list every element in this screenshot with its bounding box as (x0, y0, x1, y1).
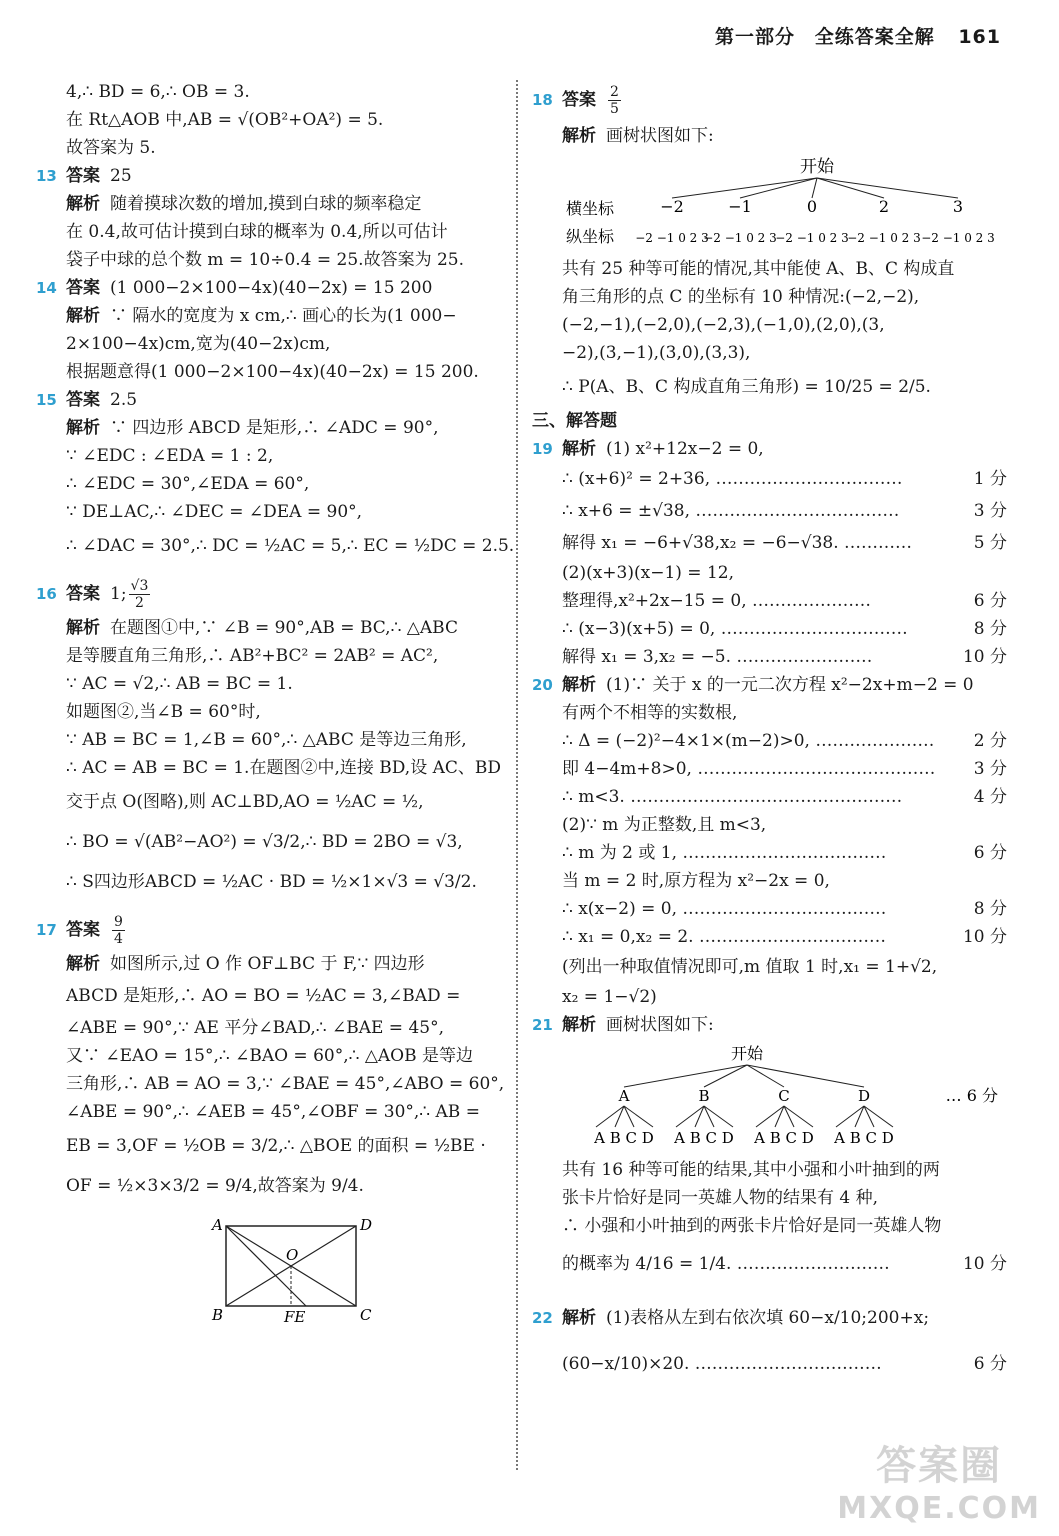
text-line: ∵ ∠EDC : ∠EDA = 1 : 2, (66, 446, 274, 466)
page-number: 161 (958, 26, 1001, 48)
text-line: ∴ m 为 2 或 1, ……………………………… (562, 843, 887, 863)
text-line: 在 0.4,故可估计摸到白球的概率为 0.4,所以可估计 (66, 222, 448, 242)
label-o: O (286, 1246, 299, 1264)
score: 3 分 (973, 759, 1007, 779)
tree-node: 0 (806, 197, 818, 216)
score: 4 分 (973, 787, 1007, 807)
tree-branch (624, 1065, 747, 1087)
tree-leaves: A B C D (834, 1129, 894, 1147)
tree-leaves: −2 −1 0 2 3 (921, 231, 995, 245)
text-line: 2×100−4x)cm,宽为(40−2x)cm, (66, 334, 331, 354)
fraction-denominator: 4 (114, 931, 123, 947)
text-line: ∠ABE = 90°,∴ ∠AEB = 45°,∠OBF = 30°,∴ AB = (66, 1102, 480, 1122)
tree-branch (704, 1065, 747, 1087)
text-line: 有两个不相等的实数根, (562, 703, 738, 723)
analysis-tag: 解析 (562, 1308, 596, 1328)
tree-leaves: A B C D (754, 1129, 814, 1147)
text-line: ∴ (x−3)(x+5) = 0, …………………………… (562, 619, 908, 639)
text-line: ABCD 是矩形,∴ AO = BO = ½AC = 3,∠BAD = (66, 986, 461, 1006)
text-line: (2)∵ m 为正整数,且 m<3, (562, 815, 767, 835)
text-line: (−2,−1),(−2,0),(−2,3),(−1,0),(2,0),(3, (562, 315, 885, 335)
leaf-branches (596, 1106, 893, 1127)
card-tree-diagram (532, 1039, 1002, 1151)
score: 10 分 (962, 1254, 1007, 1274)
label-b: B (212, 1306, 224, 1324)
tree-node: A (618, 1087, 630, 1105)
section-title: 三、解答题 (532, 411, 617, 431)
answer-fraction (129, 578, 151, 611)
text-line: EB = 3,OF = ½OB = 3/2,∴ △BOE 的面积 = ½BE · (66, 1136, 486, 1156)
analysis-tag: 解析 (66, 194, 100, 214)
label-d: D (360, 1216, 373, 1234)
fraction-denominator: 5 (610, 101, 619, 117)
text-line: ∵ 隔水的宽度为 x cm,∴ 画心的长为(1 000− (110, 306, 457, 326)
score: 3 分 (973, 501, 1007, 521)
column-divider (516, 80, 518, 1470)
score: 6 分 (973, 1354, 1007, 1374)
tree-node: 2 (878, 197, 890, 216)
score: 8 分 (973, 619, 1007, 639)
tree-leaves: −2 −1 0 2 3 (847, 231, 921, 245)
watermark (837, 1434, 1041, 1526)
text-line: 的概率为 4/16 = 1/4. ……………………… (562, 1254, 890, 1274)
text-line: (1)∵ 关于 x 的一元二次方程 x²−2x+m−2 = 0 (606, 675, 974, 695)
text-line: 三角形,∴ AB = AO = 3,∵ ∠BAE = 45°,∠ABO = 60°, (66, 1074, 505, 1094)
score: 1 分 (973, 469, 1007, 489)
text-line: 随着摸球次数的增加,摸到白球的频率稳定 (110, 194, 422, 214)
analysis-tag: 解析 (66, 418, 100, 438)
text-line: 解得 x₁ = −6+√38,x₂ = −6−√38. ………… (562, 533, 913, 553)
text-line: ∵ AB = BC = 1,∠B = 60°,∴ △ABC 是等边三角形, (66, 730, 467, 750)
text-line: 4,∴ BD = 6,∴ OB = 3. (66, 82, 250, 102)
question-number: 13 (36, 167, 57, 185)
fraction-numerator: √3 (130, 578, 149, 594)
tree-node: D (857, 1087, 871, 1105)
text-line: ∴ x(x−2) = 0, ……………………………… (562, 899, 887, 919)
analysis-tag: 解析 (562, 1015, 596, 1035)
text-line: ∴ Δ = (−2)²−4×1×(m−2)>0, ………………… (562, 731, 935, 751)
text-line: 如题图②,当∠B = 60°时, (66, 702, 261, 722)
left-column (36, 78, 515, 1331)
text-line: (1) x²+12x−2 = 0, (606, 439, 764, 459)
text-line: ∴ x+6 = ±√38, ……………………………… (562, 501, 900, 521)
question-number: 21 (532, 1016, 553, 1034)
text-line: 共有 16 种等可能的结果,其中小强和小叶抽到的两 (562, 1160, 940, 1180)
text-line: −2),(3,−1),(3,0),(3,3), (562, 343, 751, 363)
text-line: 交于点 O(图略),则 AC⊥BD,AO = ½AC = ½, (66, 792, 424, 812)
text-line: 共有 25 种等可能的情况,其中能使 A、B、C 构成直 (562, 259, 955, 279)
right-column (532, 78, 1007, 1388)
text-line: ∴ BO = √(AB²−AO²) = √3/2,∴ BD = 2BO = √3, (66, 832, 463, 852)
text-line: 解得 x₁ = 3,x₂ = −5. …………………… (562, 647, 873, 667)
text-line: 当 m = 2 时,原方程为 x²−2x = 0, (562, 871, 830, 891)
text-line: (60−x/10)×20. …………………………… (562, 1354, 882, 1374)
header-part: 第一部分 (715, 26, 796, 48)
answer-value: 1; (110, 584, 127, 604)
row-label-y: 纵坐标 (566, 227, 615, 246)
fraction-numerator: 9 (114, 914, 123, 930)
text-line: ∵ 四边形 ABCD 是矩形,∴ ∠ADC = 90°, (110, 418, 439, 438)
text-line: ∴ x₁ = 0,x₂ = 2. …………………………… (562, 927, 886, 947)
tree-node: 3 (952, 197, 964, 216)
tree-leaves: −2 −1 0 2 3 (703, 231, 777, 245)
text-line: 如图所示,过 O 作 OF⊥BC 于 F,∵ 四边形 (110, 954, 425, 974)
label-fe: FE (284, 1308, 306, 1326)
text-line: OF = ½×3×3/2 = 9/4,故答案为 9/4. (66, 1176, 364, 1196)
question-number: 19 (532, 440, 553, 458)
text-line: 根据题意得(1 000−2×100−4x)(40−2x) = 15 200. (66, 362, 479, 382)
tree-root: 开始 (730, 1044, 764, 1063)
analysis-tag: 解析 (66, 954, 100, 974)
text-line: ∵ AC = √2,∴ AB = BC = 1. (66, 674, 293, 694)
question-number: 22 (532, 1309, 553, 1327)
label-c: C (360, 1306, 372, 1324)
fraction-numerator: 2 (610, 84, 619, 100)
answer-tag: 答案 (562, 90, 596, 110)
answer-value: 25 (110, 166, 132, 186)
tree-leaves: −2 −1 0 2 3 (775, 231, 849, 245)
text-line: (列出一种取值情况即可,m 值取 1 时,x₁ = 1+√2, (562, 957, 938, 977)
text-line: ∴ m<3. ………………………………………… (562, 787, 903, 807)
text-line: 整理得,x²+2x−15 = 0, ………………… (562, 591, 872, 611)
text-line: ∠ABE = 90°,∵ AE 平分∠BAD,∴ ∠BAE = 45°, (66, 1018, 444, 1038)
tree-node: B (698, 1087, 710, 1105)
text-line: ∴ P(A、B、C 构成直角三角形) = 10/25 = 2/5. (562, 377, 931, 397)
score: 10 分 (962, 927, 1007, 947)
answer-value: (1 000−2×100−4x)(40−2x) = 15 200 (110, 278, 433, 298)
answer-tag: 答案 (66, 278, 100, 298)
analysis-tag: 解析 (562, 439, 596, 459)
answer-fraction (112, 914, 125, 947)
text-line: 即 4−4m+8>0, …………………………………… (562, 759, 936, 779)
question-number: 18 (532, 91, 553, 109)
analysis-tag: 解析 (562, 675, 596, 695)
text-line: (1)表格从左到右依次填 60−x/10;200+x; (606, 1308, 930, 1328)
rectangle-figure (206, 1216, 406, 1326)
label-a: A (212, 1216, 223, 1234)
tree-branch (740, 178, 817, 198)
text-line: ∵ DE⊥AC,∴ ∠DEC = ∠DEA = 90°, (66, 502, 363, 522)
text-line: 是等腰直角三角形,∴ AB²+BC² = 2AB² = AC², (66, 646, 439, 666)
tree-branch (817, 178, 958, 198)
analysis-tag: 解析 (562, 126, 596, 146)
tree-leaves: A B C D (674, 1129, 734, 1147)
page-header (715, 22, 1001, 49)
answer-tag: 答案 (66, 390, 100, 410)
analysis-tag: 解析 (66, 306, 100, 326)
score: 6 分 (973, 843, 1007, 863)
text-line: 张卡片恰好是同一英雄人物的结果有 4 种, (562, 1188, 879, 1208)
answer-value: 2.5 (110, 390, 138, 410)
score: 8 分 (973, 899, 1007, 919)
tree-branch (817, 178, 884, 198)
text-line: ∴ ∠DAC = 30°,∴ DC = ½AC = 5,∴ EC = ½DC = 2.5. (66, 536, 515, 556)
text-line: 袋子中球的总个数 m = 10÷0.4 = 25.故答案为 25. (66, 250, 465, 270)
header-title: 全练答案全解 (814, 26, 935, 48)
tree-node: C (778, 1087, 790, 1105)
text-line: ∴ (x+6)² = 2+36, …………………………… (562, 469, 903, 489)
tree-leaves: A B C D (594, 1129, 654, 1147)
score: … 6 分 (945, 1086, 998, 1105)
text-line: ∴ 小强和小叶抽到的两张卡片恰好是同一英雄人物 (562, 1216, 942, 1236)
text-line: x₂ = 1−√2) (562, 987, 657, 1007)
text-line: 故答案为 5. (66, 138, 156, 158)
score: 2 分 (973, 731, 1007, 751)
text-line: (2)(x+3)(x−1) = 12, (562, 563, 734, 583)
tree-root: 开始 (800, 157, 834, 177)
score: 6 分 (973, 591, 1007, 611)
segment-ae (226, 1226, 306, 1306)
text-line: 画树状图如下: (606, 1015, 714, 1035)
text-line: 画树状图如下: (606, 126, 714, 146)
row-label-x: 横坐标 (566, 199, 615, 218)
question-number: 14 (36, 279, 57, 297)
question-number: 16 (36, 585, 57, 603)
text-line: 在题图①中,∵ ∠B = 90°,AB = BC,∴ △ABC (110, 618, 458, 638)
text-line: 又∵ ∠EAO = 15°,∴ ∠BAO = 60°,∴ △AOB 是等边 (66, 1046, 474, 1066)
tree-node: −2 (660, 197, 684, 216)
coordinate-tree-diagram (532, 150, 1002, 250)
watermark-logo: 答案圈 (876, 1443, 1003, 1489)
question-number: 17 (36, 921, 57, 939)
analysis-tag: 解析 (66, 618, 100, 638)
fraction-denominator: 2 (135, 595, 144, 611)
text-line: 角三角形的点 C 的坐标有 10 种情况:(−2,−2), (562, 287, 920, 307)
score: 10 分 (962, 647, 1007, 667)
text-line: ∴ ∠EDC = 30°,∠EDA = 60°, (66, 474, 310, 494)
tree-leaves: −2 −1 0 2 3 (635, 231, 709, 245)
tree-branch (672, 178, 817, 198)
question-number: 15 (36, 391, 57, 409)
score: 5 分 (973, 533, 1007, 553)
tree-branch (812, 178, 817, 198)
watermark-url: MXQE.COM (837, 1491, 1041, 1526)
answer-tag: 答案 (66, 584, 100, 604)
question-number: 20 (532, 676, 553, 694)
text-line: ∴ S四边形ABCD = ½AC · BD = ½×1×√3 = √3/2. (66, 872, 477, 892)
text-line: ∴ AC = AB = BC = 1.在题图②中,连接 BD,设 AC、BD (66, 758, 502, 778)
answer-tag: 答案 (66, 920, 100, 940)
answer-tag: 答案 (66, 166, 100, 186)
tree-node: −1 (728, 197, 752, 216)
text-line: 在 Rt△AOB 中,AB = √(OB²+OA²) = 5. (66, 110, 384, 130)
answer-fraction (608, 84, 621, 117)
